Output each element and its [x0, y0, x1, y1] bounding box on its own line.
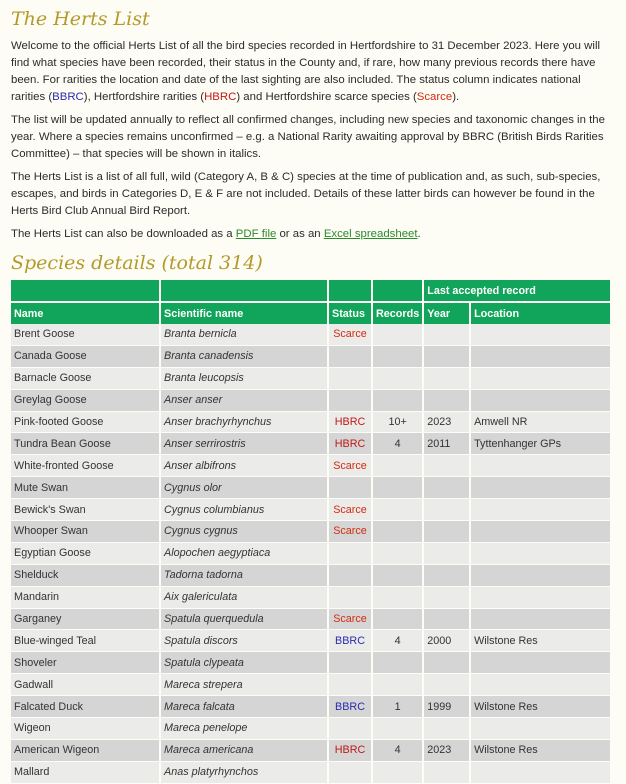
last-record-year: 2023 — [424, 412, 469, 434]
scientific-name: Cygnus olor — [161, 477, 327, 499]
status-badge: Scarce — [329, 521, 371, 543]
scientific-name: Alopochen aegyptiaca — [161, 543, 327, 565]
species-name: White-fronted Goose — [11, 455, 159, 477]
last-record-location — [471, 499, 610, 521]
intro-text: The Herts List can also be downloaded as a — [11, 228, 236, 240]
records-count — [373, 609, 422, 631]
scientific-name: Branta leucopsis — [161, 368, 327, 390]
last-record-year: 2011 — [424, 433, 469, 455]
species-name: Falcated Duck — [11, 696, 159, 718]
last-record-location — [471, 587, 610, 609]
species-name: Whooper Swan — [11, 521, 159, 543]
species-name: Shelduck — [11, 565, 159, 587]
table-row — [11, 587, 610, 609]
hbrc-label: HBRC — [204, 91, 237, 103]
records-count: 1 — [373, 696, 422, 718]
scientific-name: Branta bernicla — [161, 324, 327, 346]
last-record-location — [471, 652, 610, 674]
last-record-location — [471, 718, 610, 740]
records-count: 4 — [373, 433, 422, 455]
scientific-name: Mareca penelope — [161, 718, 327, 740]
records-count — [373, 390, 422, 412]
scientific-name: Anser serrirostris — [161, 433, 327, 455]
status-badge: Scarce — [329, 499, 371, 521]
last-record-location — [471, 477, 610, 499]
col-header-name: Name — [11, 303, 159, 324]
intro-paragraph-4 — [11, 226, 614, 243]
intro-text: ). — [452, 91, 460, 103]
last-record-location — [471, 455, 610, 477]
table-row — [11, 543, 610, 565]
scientific-name: Anas platyrhynchos — [161, 762, 327, 784]
header-spacer — [373, 280, 422, 303]
records-count — [373, 455, 422, 477]
last-record-year — [424, 762, 469, 784]
table-row — [11, 477, 610, 499]
table-row — [11, 609, 610, 631]
status-badge: HBRC — [329, 740, 371, 762]
species-name: Brent Goose — [11, 324, 159, 346]
status-badge — [329, 390, 371, 412]
table-row — [11, 455, 610, 477]
status-badge — [329, 543, 371, 565]
last-record-location: Tyttenhanger GPs — [471, 433, 610, 455]
species-name: Pink-footed Goose — [11, 412, 159, 434]
last-record-year — [424, 565, 469, 587]
last-record-year — [424, 652, 469, 674]
status-badge — [329, 477, 371, 499]
last-record-year: 1999 — [424, 696, 469, 718]
intro-text: ), Hertfordshire rarities ( — [83, 91, 205, 103]
species-name: Blue-winged Teal — [11, 630, 159, 652]
scientific-name: Mareca falcata — [161, 696, 327, 718]
status-badge — [329, 652, 371, 674]
status-badge — [329, 565, 371, 587]
header-spacer — [161, 280, 327, 303]
scientific-name: Aix galericulata — [161, 587, 327, 609]
last-record-year — [424, 521, 469, 543]
status-badge — [329, 674, 371, 696]
bbrc-label: BBRC — [52, 91, 84, 103]
last-record-year — [424, 368, 469, 390]
last-record-location — [471, 324, 610, 346]
last-record-year — [424, 346, 469, 368]
intro-paragraph-2: The list will be updated annually to reflect all confirmed changes, including new species and taxonomic changes in the year. Where a species remains unconfirmed – e.g. a National Rarity awaiting approval by BBRC (British Birds Rarities Committee) – that species will be shown in italics. — [11, 114, 605, 160]
header-spacer — [329, 280, 371, 303]
intro-text: Welcome to the official Herts List of all the bird species recorded in Hertfordshire to 31 December 2023. Here you will find what species have been recorded, their status in the County and, if rare, how many previous records there have been. For rarities the location and date of the last sighting are also included. The status column indicates national rarities ( — [11, 40, 601, 103]
last-record-location — [471, 762, 610, 784]
last-record-location: Wilstone Res — [471, 740, 610, 762]
species-name: Mute Swan — [11, 477, 159, 499]
last-record-location — [471, 346, 610, 368]
table-row — [11, 346, 610, 368]
pdf-file-link[interactable]: PDF file — [235, 228, 277, 240]
scientific-name: Branta canadensis — [161, 346, 327, 368]
last-record-location — [471, 543, 610, 565]
records-count: 4 — [373, 740, 422, 762]
status-badge: BBRC — [329, 630, 371, 652]
species-name: Greylag Goose — [11, 390, 159, 412]
table-row — [11, 368, 610, 390]
scientific-name: Cygnus cygnus — [161, 521, 327, 543]
last-record-location — [471, 609, 610, 631]
species-name: Wigeon — [11, 718, 159, 740]
table-row — [11, 565, 610, 587]
last-record-location — [471, 565, 610, 587]
table-row — [11, 718, 610, 740]
intro-text: . — [417, 228, 421, 240]
col-header-year: Year — [424, 303, 469, 324]
records-count — [373, 346, 422, 368]
species-name: Bewick's Swan — [11, 499, 159, 521]
species-name: Mallard — [11, 762, 159, 784]
species-name: Garganey — [11, 609, 159, 631]
scientific-name: Tadorna tadorna — [161, 565, 327, 587]
scientific-name: Anser brachyrhynchus — [161, 412, 327, 434]
scientific-name: Mareca strepera — [161, 674, 327, 696]
records-count — [373, 477, 422, 499]
col-header-scientific-name: Scientific name — [161, 303, 327, 324]
last-record-location — [471, 521, 610, 543]
scientific-name: Spatula clypeata — [161, 652, 327, 674]
table-row — [11, 521, 610, 543]
table-row — [11, 630, 610, 652]
species-name: Mandarin — [11, 587, 159, 609]
status-badge — [329, 587, 371, 609]
records-count — [373, 499, 422, 521]
intro-paragraph-3: The Herts List is a list of all full, wild (Category A, B & C) species at the time of publication and, as such, sub-species, escapes, and birds in Categories D, E & F are not included. Details of these latter birds can however be found in the Herts Bird Club Annual Bird Report. — [11, 171, 601, 217]
records-count: 4 — [373, 630, 422, 652]
species-heading: Species details (total 314) — [11, 252, 263, 274]
status-badge: BBRC — [329, 696, 371, 718]
records-count — [373, 368, 422, 390]
status-badge: HBRC — [329, 412, 371, 434]
scientific-name: Anser anser — [161, 390, 327, 412]
last-record-year — [424, 390, 469, 412]
last-record-year: 2000 — [424, 630, 469, 652]
records-count — [373, 324, 422, 346]
last-record-location — [471, 368, 610, 390]
status-badge — [329, 368, 371, 390]
scarce-label: Scarce — [416, 91, 453, 103]
species-name: Gadwall — [11, 674, 159, 696]
table-row — [11, 324, 610, 346]
scientific-name: Cygnus columbianus — [161, 499, 327, 521]
species-name: Shoveler — [11, 652, 159, 674]
last-record-year — [424, 543, 469, 565]
status-badge — [329, 762, 371, 784]
records-count — [373, 674, 422, 696]
last-record-year — [424, 674, 469, 696]
species-name: Egyptian Goose — [11, 543, 159, 565]
species-name: Canada Goose — [11, 346, 159, 368]
status-badge: Scarce — [329, 455, 371, 477]
col-header-records: Records — [373, 303, 422, 324]
col-header-status: Status — [329, 303, 371, 324]
records-count — [373, 718, 422, 740]
status-badge: Scarce — [329, 609, 371, 631]
last-record-location — [471, 674, 610, 696]
intro-text: or as an — [276, 228, 324, 240]
last-record-year — [424, 477, 469, 499]
table-row — [11, 652, 610, 674]
last-record-location: Wilstone Res — [471, 630, 610, 652]
table-row — [11, 762, 610, 784]
records-count — [373, 587, 422, 609]
scientific-name: Anser albifrons — [161, 455, 327, 477]
species-name: American Wigeon — [11, 740, 159, 762]
intro-text: ) and Hertfordshire scarce species ( — [236, 91, 417, 103]
records-count — [373, 652, 422, 674]
last-record-year — [424, 499, 469, 521]
last-record-year — [424, 587, 469, 609]
species-table-body — [11, 324, 610, 784]
records-count — [373, 565, 422, 587]
records-count — [373, 521, 422, 543]
table-row — [11, 499, 610, 521]
records-count — [373, 543, 422, 565]
intro-paragraph-1 — [11, 38, 614, 106]
records-count: 10+ — [373, 412, 422, 434]
last-record-year — [424, 455, 469, 477]
species-table — [9, 280, 612, 784]
status-badge — [329, 718, 371, 740]
status-badge: HBRC — [329, 433, 371, 455]
last-record-group-header: Last accepted record — [424, 280, 610, 303]
table-row — [11, 740, 610, 762]
table-row — [11, 390, 610, 412]
last-record-year — [424, 324, 469, 346]
last-record-year — [424, 609, 469, 631]
last-record-location: Amwell NR — [471, 412, 610, 434]
last-record-year: 2023 — [424, 740, 469, 762]
species-name: Barnacle Goose — [11, 368, 159, 390]
scientific-name: Mareca americana — [161, 740, 327, 762]
status-badge — [329, 346, 371, 368]
col-header-location: Location — [471, 303, 610, 324]
table-header-row — [11, 303, 610, 324]
records-count — [373, 762, 422, 784]
scientific-name: Spatula discors — [161, 630, 327, 652]
table-row — [11, 696, 610, 718]
species-name: Tundra Bean Goose — [11, 433, 159, 455]
status-badge: Scarce — [329, 324, 371, 346]
last-record-year — [424, 718, 469, 740]
table-row — [11, 412, 610, 434]
table-row — [11, 433, 610, 455]
excel-spreadsheet-link[interactable]: Excel spreadsheet — [323, 228, 418, 240]
scientific-name: Spatula querquedula — [161, 609, 327, 631]
last-record-location — [471, 390, 610, 412]
last-record-location: Wilstone Res — [471, 696, 610, 718]
page-title: The Herts List — [11, 8, 150, 30]
table-row — [11, 674, 610, 696]
header-spacer — [11, 280, 159, 303]
table-group-header-row — [11, 280, 610, 303]
